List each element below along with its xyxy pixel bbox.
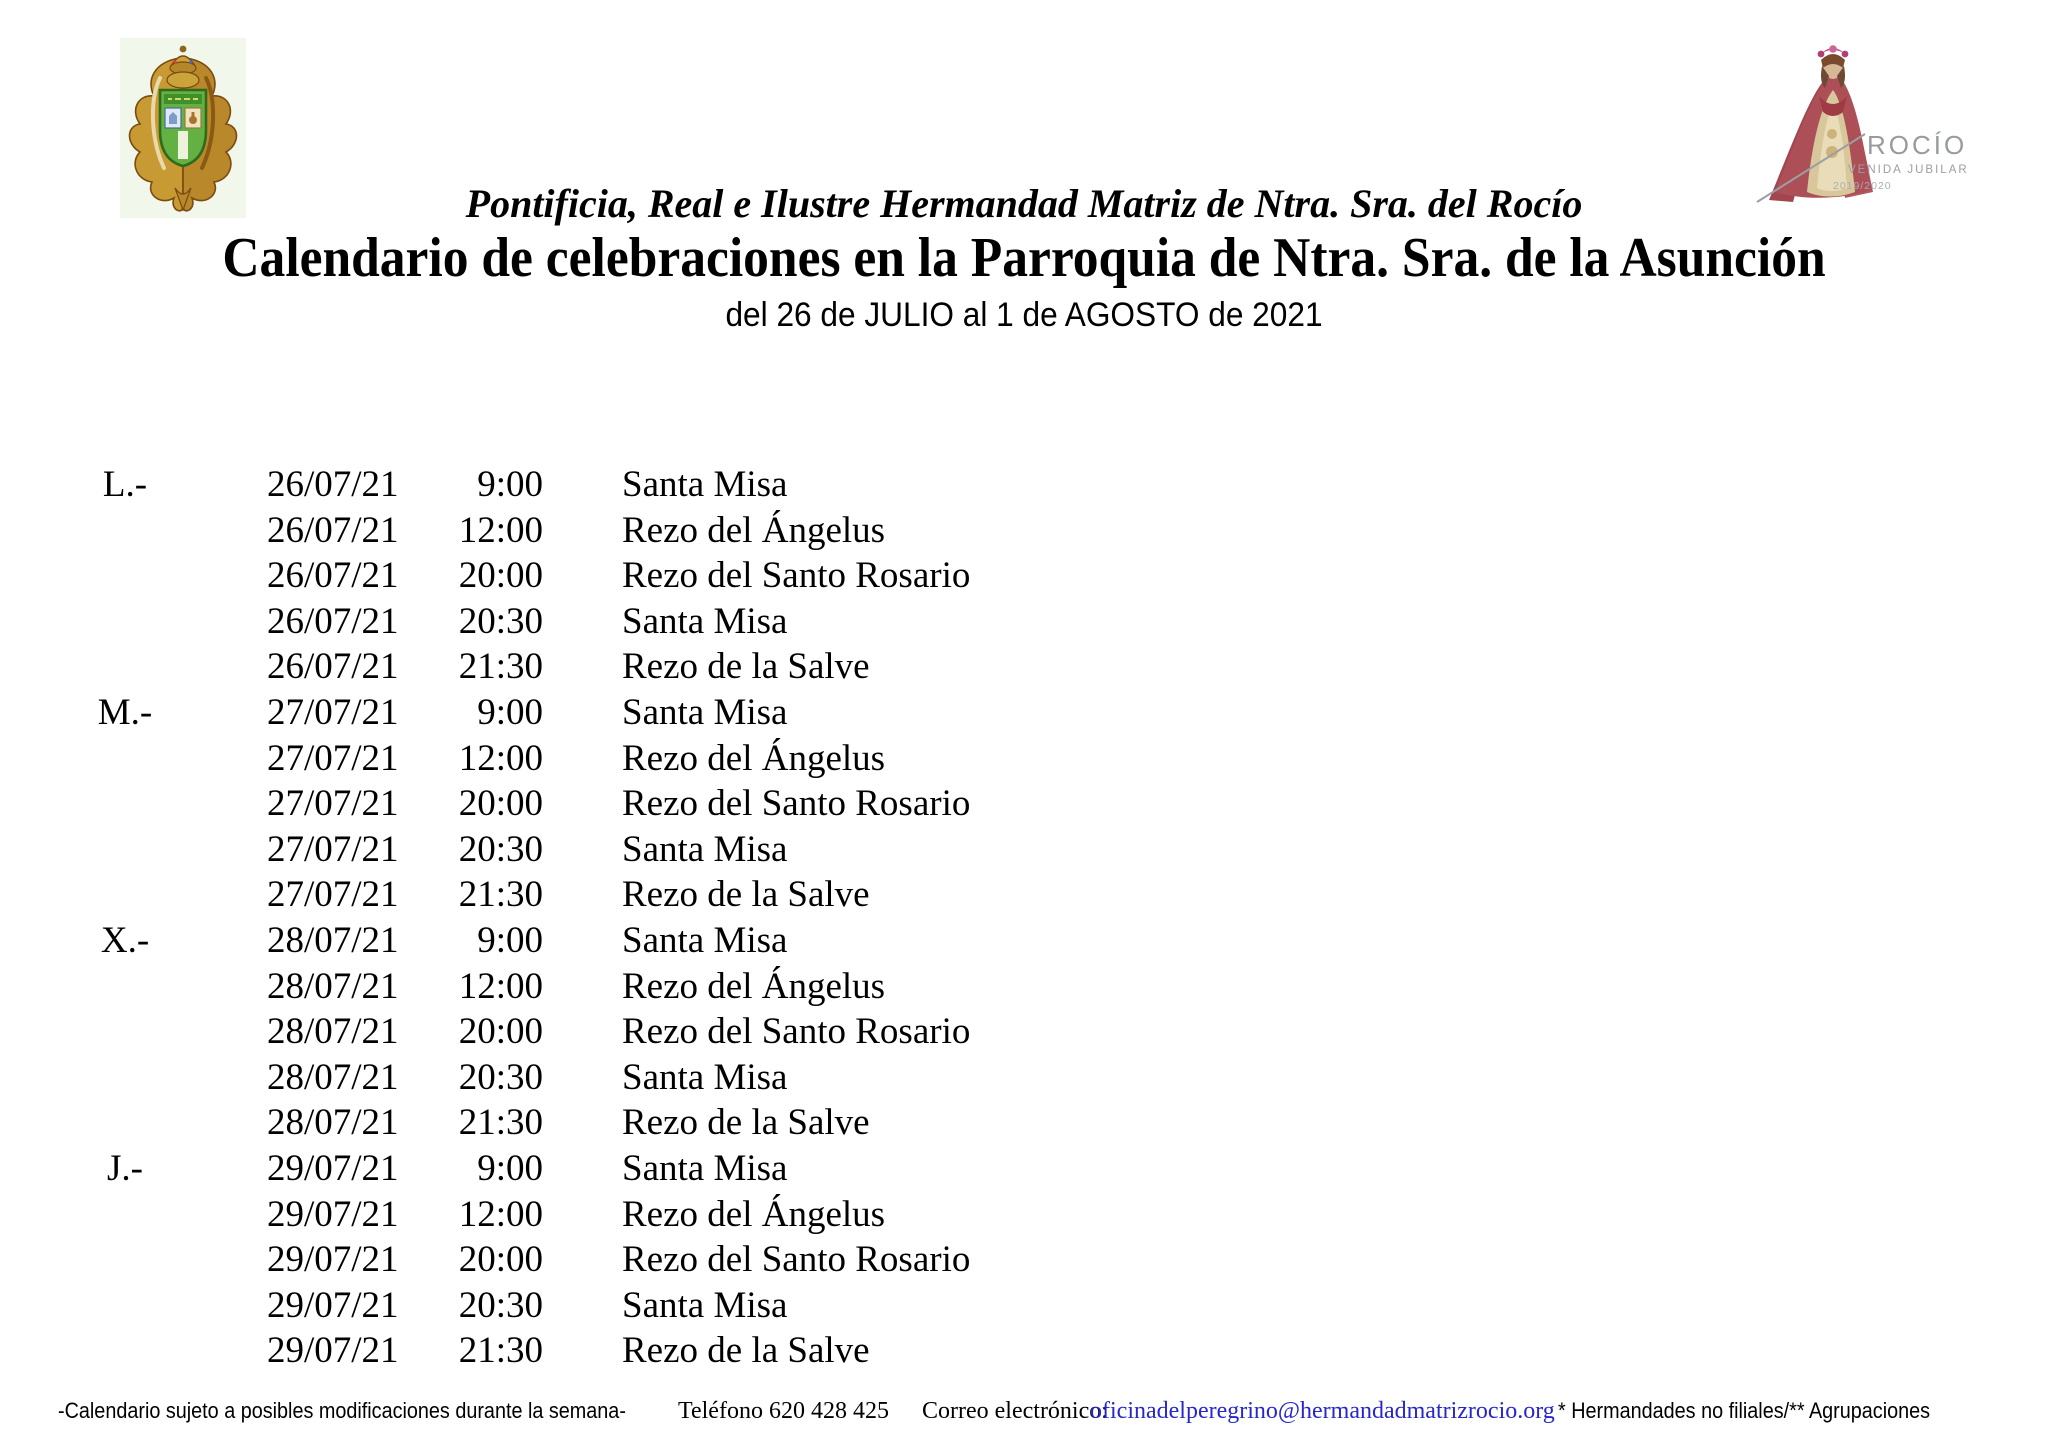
event-cell: Santa Misa bbox=[622, 1056, 788, 1098]
time-cell: 20:00 bbox=[458, 555, 543, 597]
date-cell: 28/07/21 bbox=[267, 1102, 399, 1144]
event-cell: Santa Misa bbox=[622, 919, 788, 961]
time-cell: 12:00 bbox=[458, 737, 543, 779]
time-cell: 20:00 bbox=[458, 1239, 543, 1281]
time-cell: 9:00 bbox=[477, 691, 543, 733]
event-cell: Rezo de la Salve bbox=[622, 1330, 870, 1372]
table-row bbox=[0, 508, 2048, 554]
phone-number: Teléfono 620 428 425 bbox=[678, 1398, 889, 1424]
event-cell: Rezo del Ángelus bbox=[622, 509, 886, 551]
time-cell: 20:30 bbox=[458, 828, 543, 870]
table-row bbox=[0, 781, 2048, 827]
time-cell: 12:00 bbox=[458, 1193, 543, 1235]
table-row bbox=[0, 872, 2048, 918]
date-cell: 29/07/21 bbox=[267, 1330, 399, 1372]
table-row bbox=[0, 1237, 2048, 1283]
day-cell: M.- bbox=[97, 691, 153, 733]
event-cell: Rezo de la Salve bbox=[622, 874, 870, 916]
time-cell: 21:30 bbox=[458, 1330, 543, 1372]
time-cell: 12:00 bbox=[458, 509, 543, 551]
event-cell: Rezo del Santo Rosario bbox=[622, 783, 971, 825]
date-cell: 26/07/21 bbox=[267, 646, 399, 688]
email-label: Correo electrónico: bbox=[922, 1398, 1108, 1424]
day-cell: L.- bbox=[102, 464, 148, 505]
table-row bbox=[0, 918, 2048, 964]
table-row bbox=[0, 827, 2048, 873]
date-cell: 28/07/21 bbox=[267, 965, 399, 1007]
date-cell: 27/07/21 bbox=[267, 737, 399, 779]
time-cell: 20:00 bbox=[458, 1011, 543, 1053]
date-range-subtitle: del 26 de JULIO al 1 de AGOSTO de 2021 bbox=[725, 296, 1323, 334]
table-row bbox=[0, 964, 2048, 1010]
date-cell: 29/07/21 bbox=[267, 1284, 399, 1326]
table-row bbox=[0, 1146, 2048, 1192]
date-cell: 29/07/21 bbox=[267, 1193, 399, 1235]
day-cell: J.- bbox=[107, 1147, 143, 1189]
event-cell: Rezo del Santo Rosario bbox=[622, 555, 971, 597]
table-row bbox=[0, 599, 2048, 645]
page-title: Calendario de celebraciones en la Parroquia de Ntra. Sra. de la Asunción bbox=[222, 227, 1826, 289]
time-cell: 9:00 bbox=[477, 464, 543, 505]
event-cell: Rezo del Ángelus bbox=[622, 737, 886, 779]
time-cell: 21:30 bbox=[458, 874, 543, 916]
email-link[interactable]: oficinadelperegrino@hermandadmatrizrocio.org bbox=[1090, 1398, 1555, 1424]
event-cell: Santa Misa bbox=[622, 600, 788, 642]
organization-name: Pontificia, Real e Ilustre Hermandad Matriz de Ntra. Sra. del Rocío bbox=[465, 181, 1583, 226]
date-cell: 26/07/21 bbox=[267, 555, 399, 597]
date-cell: 29/07/21 bbox=[267, 1239, 399, 1281]
date-cell: 26/07/21 bbox=[267, 464, 399, 505]
table-row bbox=[0, 1328, 2048, 1374]
event-cell: Rezo del Ángelus bbox=[622, 1193, 886, 1235]
table-row bbox=[0, 1055, 2048, 1101]
event-cell: Rezo del Ángelus bbox=[622, 965, 886, 1007]
table-row bbox=[0, 690, 2048, 736]
rocio-logo-subtitle: VENIDA JUBILAR bbox=[1848, 164, 1969, 176]
event-cell: Santa Misa bbox=[622, 1284, 788, 1326]
rocio-logo-year: 2019/2020 bbox=[1833, 180, 1892, 192]
date-cell: 28/07/21 bbox=[267, 919, 399, 961]
table-row bbox=[0, 644, 2048, 690]
event-cell: Rezo de la Salve bbox=[622, 1102, 870, 1144]
footnote-legend: * Hermandades no filiales/** Agrupaciones bbox=[1558, 1398, 1931, 1423]
date-cell: 26/07/21 bbox=[267, 600, 399, 642]
time-cell: 9:00 bbox=[477, 919, 543, 961]
time-cell: 20:30 bbox=[458, 600, 543, 642]
event-cell: Rezo de la Salve bbox=[622, 646, 870, 688]
date-cell: 26/07/21 bbox=[267, 509, 399, 551]
time-cell: 21:30 bbox=[458, 1102, 543, 1144]
date-cell: 27/07/21 bbox=[267, 783, 399, 825]
date-cell: 28/07/21 bbox=[267, 1011, 399, 1053]
table-row bbox=[0, 553, 2048, 599]
time-cell: 12:00 bbox=[458, 965, 543, 1007]
time-cell: 20:00 bbox=[458, 783, 543, 825]
rocio-logo-wordmark: ROCÍO bbox=[1867, 130, 1968, 160]
crest-shield-icon bbox=[160, 90, 206, 166]
time-cell: 20:30 bbox=[458, 1056, 543, 1098]
date-cell: 27/07/21 bbox=[267, 874, 399, 916]
day-cell: X.- bbox=[100, 919, 150, 961]
time-cell: 20:30 bbox=[458, 1284, 543, 1326]
table-row bbox=[0, 1192, 2048, 1238]
time-cell: 9:00 bbox=[477, 1147, 543, 1189]
event-cell: Santa Misa bbox=[622, 828, 788, 870]
table-row bbox=[0, 462, 2048, 508]
footer bbox=[0, 1396, 2048, 1430]
event-cell: Santa Misa bbox=[622, 1147, 788, 1189]
table-row bbox=[0, 1100, 2048, 1146]
date-cell: 27/07/21 bbox=[267, 828, 399, 870]
event-cell: Rezo del Santo Rosario bbox=[622, 1239, 971, 1281]
time-cell: 21:30 bbox=[458, 646, 543, 688]
schedule-table bbox=[0, 462, 2048, 1374]
table-row bbox=[0, 1283, 2048, 1329]
virgin-figure-icon bbox=[1769, 45, 1873, 202]
table-row bbox=[0, 1009, 2048, 1055]
date-cell: 27/07/21 bbox=[267, 691, 399, 733]
event-cell: Rezo del Santo Rosario bbox=[622, 1011, 971, 1053]
table-row bbox=[0, 736, 2048, 782]
date-cell: 28/07/21 bbox=[267, 1056, 399, 1098]
event-cell: Santa Misa bbox=[622, 691, 788, 733]
date-cell: 29/07/21 bbox=[267, 1147, 399, 1189]
event-cell: Santa Misa bbox=[622, 464, 788, 505]
modification-note: -Calendario sujeto a posibles modificaciones durante la semana- bbox=[58, 1398, 626, 1423]
